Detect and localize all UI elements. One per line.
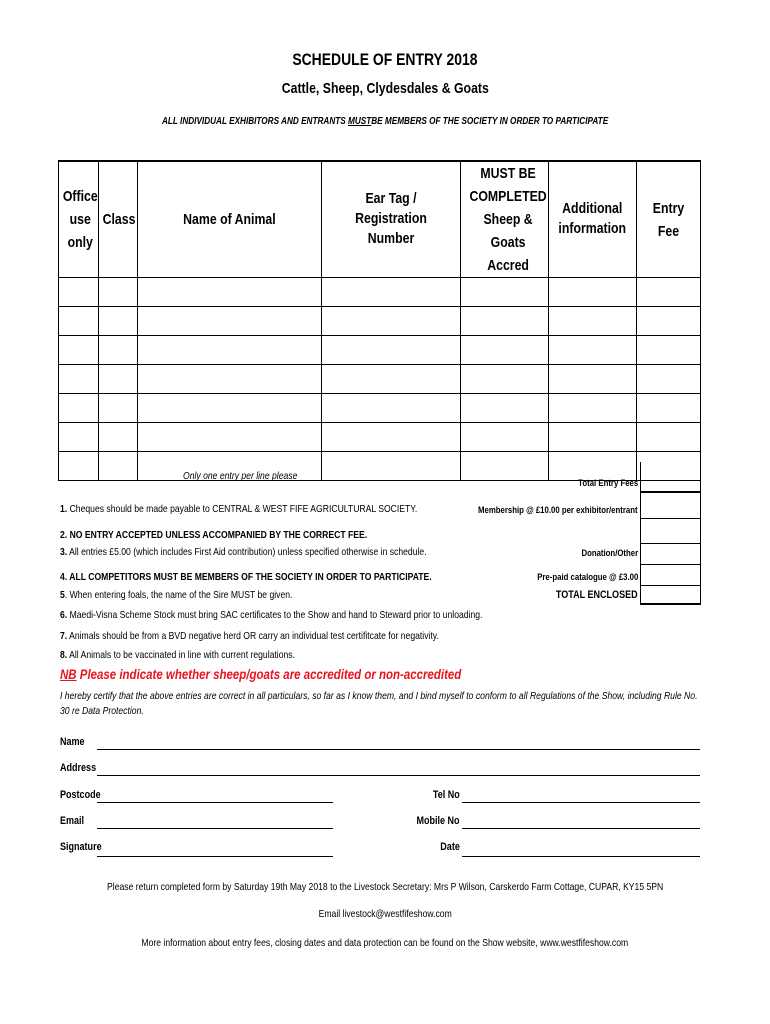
cell-office[interactable] — [59, 423, 99, 452]
cell-office[interactable] — [59, 365, 99, 394]
rule-2: 2. NO ENTRY ACCEPTED UNLESS ACCOMPANIED BY THE CORRECT FEE. — [60, 529, 368, 541]
col-entry-fee: Entry Fee — [637, 161, 701, 278]
rule-6: 6. Maedi-Visna Scheme Stock must bring SAC certificates to the Show and hand to Steward prior to unloading. — [60, 609, 483, 621]
col-accred: MUST BE COMPLETED Sheep & Goats Accred — [461, 161, 549, 278]
extra-fee-box[interactable] — [640, 518, 701, 544]
rule-3: 3. All entries £5.00 (which includes First Aid contribution) unless specified otherwise in schedule. — [60, 546, 427, 558]
cell-class[interactable] — [99, 307, 138, 336]
col-additional-info: Additional information — [549, 161, 637, 278]
signature-label: Signature — [60, 841, 102, 853]
postcode-field[interactable] — [97, 802, 333, 803]
page-title: SCHEDULE OF ENTRY 2018 — [292, 50, 478, 69]
cell-animal-name[interactable] — [138, 278, 322, 307]
rule-8: 8. All Animals to be vaccinated in line with current regulations. — [60, 649, 296, 661]
cell-fee[interactable] — [637, 394, 701, 423]
date-label: Date — [440, 841, 460, 853]
postcode-label: Postcode — [60, 789, 101, 801]
tel-label: Tel No — [433, 789, 460, 801]
cell-additional[interactable] — [549, 307, 637, 336]
name-field[interactable] — [97, 749, 700, 750]
cell-fee[interactable] — [637, 336, 701, 365]
cell-class[interactable] — [99, 394, 138, 423]
col-office-use: Office use only — [59, 161, 99, 278]
return-instructions: Please return completed form by Saturday 19th May 2018 to the Livestock Secretary: Mrs P Wilson, Carskerdo Farm Cottage, CUPAR, KY15 5PN — [106, 881, 664, 893]
one-entry-note: Only one entry per line please — [183, 470, 298, 482]
membership-label: Membership @ £10.00 per exhibitor/entrant — [478, 505, 638, 516]
cell-office[interactable] — [59, 394, 99, 423]
cell-ear-tag[interactable] — [322, 365, 461, 394]
cell-class[interactable] — [99, 423, 138, 452]
cell-fee[interactable] — [637, 307, 701, 336]
cell-accred[interactable] — [461, 394, 549, 423]
page-subtitle: Cattle, Sheep, Clydesdales & Goats — [281, 80, 489, 97]
cell-additional[interactable] — [549, 365, 637, 394]
membership-notice: ALL INDIVIDUAL EXHIBITORS AND ENTRANTS MUSTBE MEMBERS OF THE SOCIETY IN ORDER TO PARTICIPATE — [161, 116, 609, 127]
cell-accred[interactable] — [461, 307, 549, 336]
cell-accred[interactable] — [461, 452, 549, 481]
table-row — [59, 307, 701, 336]
cell-additional[interactable] — [549, 336, 637, 365]
rule-7: 7. Animals should be from a BVD negative herd OR carry an individual test certifitcate for negativity. — [60, 630, 439, 642]
donation-label: Donation/Other — [581, 548, 638, 559]
mobile-label: Mobile No — [416, 815, 460, 827]
rule-1: 1. Cheques should be made payable to CENTRAL & WEST FIFE AGRICULTURAL SOCIETY. — [60, 503, 418, 515]
total-enclosed-label: TOTAL ENCLOSED — [556, 589, 638, 601]
total-enclosed-box[interactable] — [640, 586, 701, 605]
cell-accred[interactable] — [461, 336, 549, 365]
table-row — [59, 423, 701, 452]
rule-5: 5. When entering foals, the name of the Sire MUST be given. — [60, 589, 293, 601]
table-header-row — [59, 161, 701, 278]
cell-class[interactable] — [99, 452, 138, 481]
cell-class[interactable] — [99, 336, 138, 365]
table-row — [59, 336, 701, 365]
cell-office[interactable] — [59, 307, 99, 336]
cell-ear-tag[interactable] — [322, 452, 461, 481]
cell-additional[interactable] — [549, 452, 637, 481]
address-label: Address — [60, 762, 97, 774]
table-row — [59, 452, 701, 481]
entry-table — [58, 160, 701, 481]
cell-fee[interactable] — [637, 365, 701, 394]
notice-must: MUST — [347, 116, 372, 127]
table-row — [59, 365, 701, 394]
tel-field[interactable] — [462, 802, 700, 803]
col-animal-name: Name of Animal — [138, 161, 322, 278]
col-ear-tag: Ear Tag / Registration Number — [322, 161, 461, 278]
mobile-field[interactable] — [462, 828, 700, 829]
cell-ear-tag[interactable] — [322, 394, 461, 423]
cell-accred[interactable] — [461, 365, 549, 394]
cell-animal-name[interactable] — [138, 423, 322, 452]
membership-fee-box[interactable] — [640, 492, 701, 519]
cell-office[interactable] — [59, 336, 99, 365]
email-field[interactable] — [97, 828, 333, 829]
cell-animal-name[interactable] — [138, 365, 322, 394]
website-info: More information about entry fees, closing dates and data protection can be found on the Show website, www.westfifeshow.com — [141, 937, 629, 949]
cell-ear-tag[interactable] — [322, 278, 461, 307]
cell-office[interactable] — [59, 452, 99, 481]
table-row — [59, 394, 701, 423]
cell-ear-tag[interactable] — [322, 307, 461, 336]
donation-fee-box[interactable] — [640, 544, 701, 565]
contact-email: Email livestock@westfifeshow.com — [318, 908, 452, 920]
name-label: Name — [60, 736, 85, 748]
cell-animal-name[interactable] — [138, 307, 322, 336]
table-row — [59, 278, 701, 307]
col-class: Class — [99, 161, 138, 278]
cell-class[interactable] — [99, 365, 138, 394]
cell-additional[interactable] — [549, 394, 637, 423]
address-field[interactable] — [97, 775, 700, 776]
rule-4: 4. ALL COMPETITORS MUST BE MEMBERS OF THE SOCIETY IN ORDER TO PARTICIPATE. — [60, 571, 432, 583]
email-label: Email — [60, 815, 85, 827]
cell-animal-name[interactable] — [138, 336, 322, 365]
cell-additional[interactable] — [549, 278, 637, 307]
cell-accred[interactable] — [461, 278, 549, 307]
catalogue-label: Pre-paid catalogue @ £3.00 — [536, 572, 638, 583]
cell-fee[interactable] — [637, 423, 701, 452]
nb-accreditation-note: NB Please indicate whether sheep/goats are accredited or non-accredited — [60, 666, 462, 682]
cell-accred[interactable] — [461, 423, 549, 452]
declaration-text: I hereby certify that the above entries are correct in all particulars, so far as I know them, and I bind myself to conform to all Regulations of the Show, including Rule No. 30 re Data Protection. — [60, 690, 698, 717]
cell-animal-name[interactable] — [138, 394, 322, 423]
total-entry-fee-box[interactable] — [640, 462, 701, 492]
cell-additional[interactable] — [549, 423, 637, 452]
date-field[interactable] — [462, 856, 700, 857]
total-entry-fees-label: Total Entry Fees — [577, 478, 638, 489]
cell-ear-tag[interactable] — [322, 336, 461, 365]
cell-fee[interactable] — [637, 278, 701, 307]
signature-field[interactable] — [97, 856, 333, 857]
cell-class[interactable] — [99, 278, 138, 307]
cell-office[interactable] — [59, 278, 99, 307]
cell-ear-tag[interactable] — [322, 423, 461, 452]
catalogue-fee-box[interactable] — [640, 565, 701, 586]
